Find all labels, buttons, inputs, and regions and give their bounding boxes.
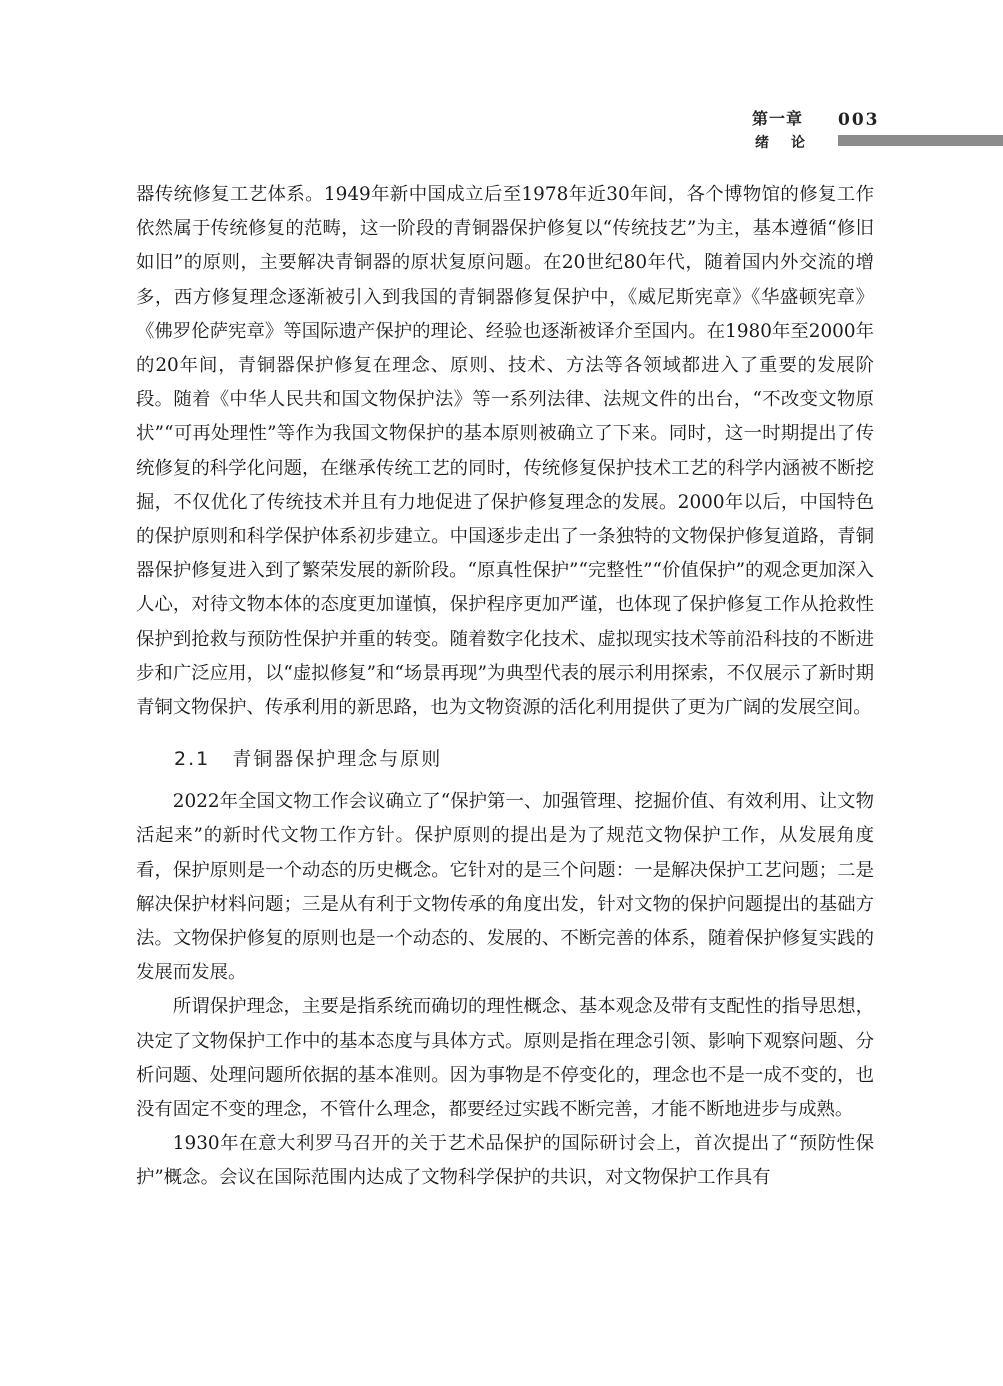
section-title: 青铜器保护理念与原则	[232, 748, 443, 771]
paragraph: 1930年在意大利罗马召开的关于艺术品保护的国际研讨会上，首次提出了“预防性保护”概念。会议在国际范围内达成了文物科学保护的共识，对文物保护工作具有	[136, 1133, 874, 1189]
page-header	[0, 104, 1003, 154]
paragraph: 所谓保护理念，主要是指系统而确切的理性概念、基本观念及带有支配性的指导思想，决定了文物保护工作中的基本态度与具体方式。原则是指在理念引领、影响下观察问题、分析问题、处理问题所依据的基本准则。因为事物是不停变化的，理念也不是一成不变的，也没有固定不变的理念，不管什么理念，都要经过实践不断完善，才能不断地进步与成熟。	[136, 996, 874, 1121]
section-number: 2.1	[174, 748, 211, 771]
chapter-title: 第一章	[752, 109, 804, 128]
page-number: 003	[838, 110, 880, 130]
chapter-subtitle: 绪论	[755, 135, 827, 151]
page-body	[136, 178, 874, 1196]
paragraph-continued: 器传统修复工艺体系。1949年新中国成立后至1978年近30年间，各个博物馆的修复工作依然属于传统修复的范畴，这一阶段的青铜器保护修复以“传统技艺”为主，基本遵循“修旧如旧”的原则，主要解决青铜器的原状复原问题。在20世纪80年代，随着国内外交流的增多，西方修复理念逐渐被引入到我国的青铜器修复保护中，《威尼斯宪章》《华盛顿宪章》《佛罗伦萨宪章》等国际遗产保护的理论、经验也逐渐被译介至国内。在1980年至2000年的20年间，青铜器保护修复在理念、原则、技术、方法等各领域都进入了重要的发展阶段。随着《中华人民共和国文物保护法》等一系列法律、法规文件的出台，“不改变文物原状”“可再处理性”等作为我国文物保护的基本原则被确立了下来。同时，这一时期提出了传统修复的科学化问题，在继承传统工艺的同时，传统修复保护技术工艺的科学内涵被不断挖掘，不仅优化了传统技术并且有力地促进了保护修复理念的发展。2000年以后，中国特色的保护原则和科学保护体系初步建立。中国逐步走出了一条独特的文物保护修复道路，青铜器保护修复进入到了繁荣发展的新阶段。“原真性保护”“完整性”“价值保护”的观念更加深入人心，对待文物本体的态度更加谨慎，保护程序更加严谨，也体现了保护修复工作从抢救性保护到抢救与预防性保护并重的转变。随着数字化技术、虚拟现实技术等前沿科技的不断进步和广泛应用，以“虚拟修复”和“场景再现”为典型代表的展示利用探索，不仅展示了新时期青铜文物保护、传承利用的新思路，也为文物资源的活化利用提供了更为广阔的发展空间。	[136, 184, 874, 719]
paragraph: 2022年全国文物工作会议确立了“保护第一、加强管理、挖掘价值、有效利用、让文物活起来”的新时代文物工作方针。保护原则的提出是为了规范文物保护工作，从发展角度看，保护原则是一个动态的历史概念。它针对的是三个问题：一是解决保护工艺问题；二是解决保护材料问题；三是从有利于文物传承的角度出发，针对文物的保护问题提出的基础方法。文物保护修复的原则也是一个动态的、发展的、不断完善的体系，随着保护修复实践的发展而发展。	[136, 791, 874, 984]
header-decorative-bar	[838, 135, 1003, 146]
section-heading	[136, 743, 874, 775]
